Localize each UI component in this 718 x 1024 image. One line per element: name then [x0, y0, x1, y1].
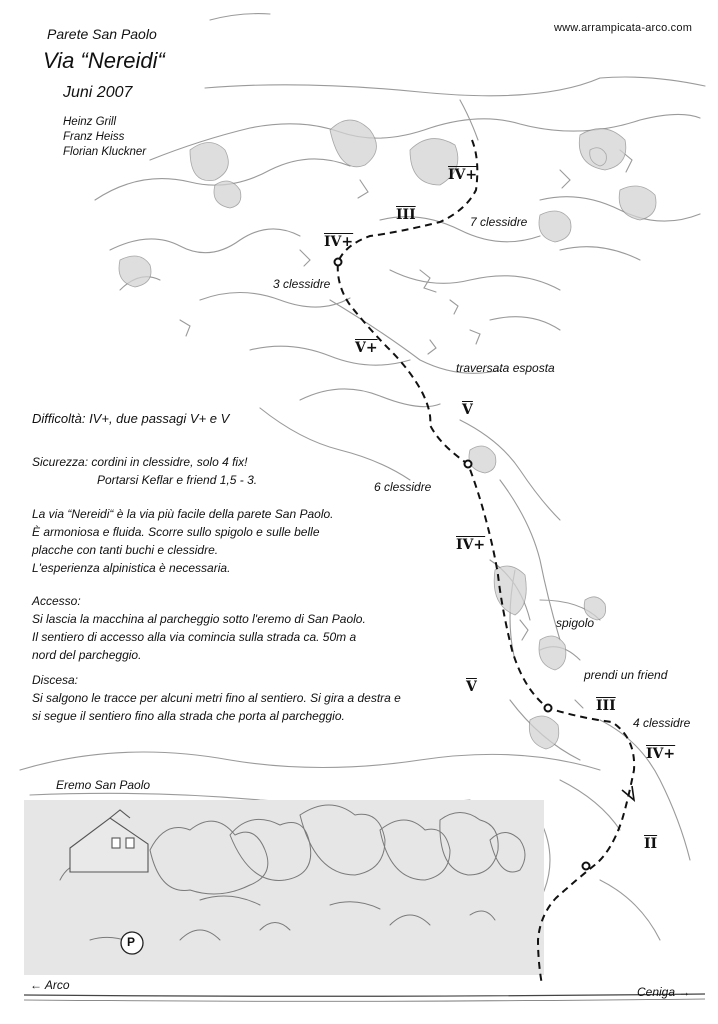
direction-arco: ← Arco [30, 978, 70, 992]
grade-pitch-2: $\overline{III}$ [396, 207, 416, 223]
safety-line-2: Portarsi Keflar e friend 1,5 - 3. [97, 473, 258, 487]
label-traversata: traversata esposta [456, 361, 555, 375]
route-description [32, 505, 334, 577]
grade-pitch-4: V+ [355, 340, 378, 356]
grade-pitch-10: $\overline{II}$ [644, 836, 658, 852]
first-ascent-date: Juni 2007 [63, 84, 133, 101]
label-friend: prendi un friend [584, 668, 668, 682]
label-spigolo: spigolo [556, 616, 595, 630]
label-4-clessidre: 4 clessidre [633, 716, 691, 730]
grade-pitch-5: $\overline{V}$ [462, 402, 473, 418]
descent-title: Discesa: [32, 673, 79, 687]
access-line: Si lascia la macchina al parcheggio sotto l'eremo di San Paolo. [32, 612, 366, 626]
descent-section [32, 671, 401, 725]
grade-pitch-3: IV+ [324, 234, 354, 250]
grade-pitch-9: IV+ [646, 746, 676, 762]
difficulty-text: Difficoltà: IV+, due passagi V+ e V [32, 411, 230, 426]
grade-pitch-1: IV+ [448, 167, 478, 183]
author-1: Heinz Grill [63, 116, 117, 128]
grade-pitch-8: $\overline{III}$ [596, 698, 616, 714]
website-url: www.arrampicata-arco.com [554, 22, 693, 34]
author-2: Franz Heiss [63, 131, 125, 143]
grade-pitch-7: $\overline{V}$ [466, 679, 477, 695]
access-title: Accesso: [32, 594, 81, 608]
label-6-clessidre: 6 clessidre [374, 480, 432, 494]
description-line: L'esperienza alpinistica è necessaria. [32, 561, 231, 575]
access-section [32, 592, 366, 664]
label-eremo: Eremo San Paolo [56, 778, 151, 792]
label-7-clessidre: 7 clessidre [470, 215, 528, 229]
access-line: Il sentiero di accesso alla via comincia sulla strada ca. 50m a [32, 630, 357, 644]
descent-line: si segue il sentiero fino alla strada che porta al parcheggio. [32, 709, 345, 723]
descent-line: Si salgono le tracce per alcuni metri fino al sentiero. Si gira a destra e [32, 691, 401, 705]
access-line: nord del parcheggio. [32, 648, 142, 662]
author-3: Florian Kluckner [63, 146, 147, 158]
direction-ceniga: Ceniga → [637, 985, 691, 999]
description-line: La via “Nereidi“ è la via più facile della parete San Paolo. [32, 507, 334, 521]
label-3-clessidre: 3 clessidre [273, 277, 331, 291]
grade-pitch-6: IV+ [456, 537, 486, 553]
route-name: Via “Nereidi“ [43, 48, 165, 73]
description-line: placche con tanti buchi e clessidre. [32, 543, 219, 557]
description-line: È armoniosa e fluida. Scorre sullo spigolo e sulle belle [32, 525, 320, 539]
wall-name: Parete San Paolo [47, 26, 157, 42]
safety-line-1: Sicurezza: cordini in clessidre, solo 4 fix! [32, 455, 248, 469]
parking-letter: P [127, 935, 136, 949]
